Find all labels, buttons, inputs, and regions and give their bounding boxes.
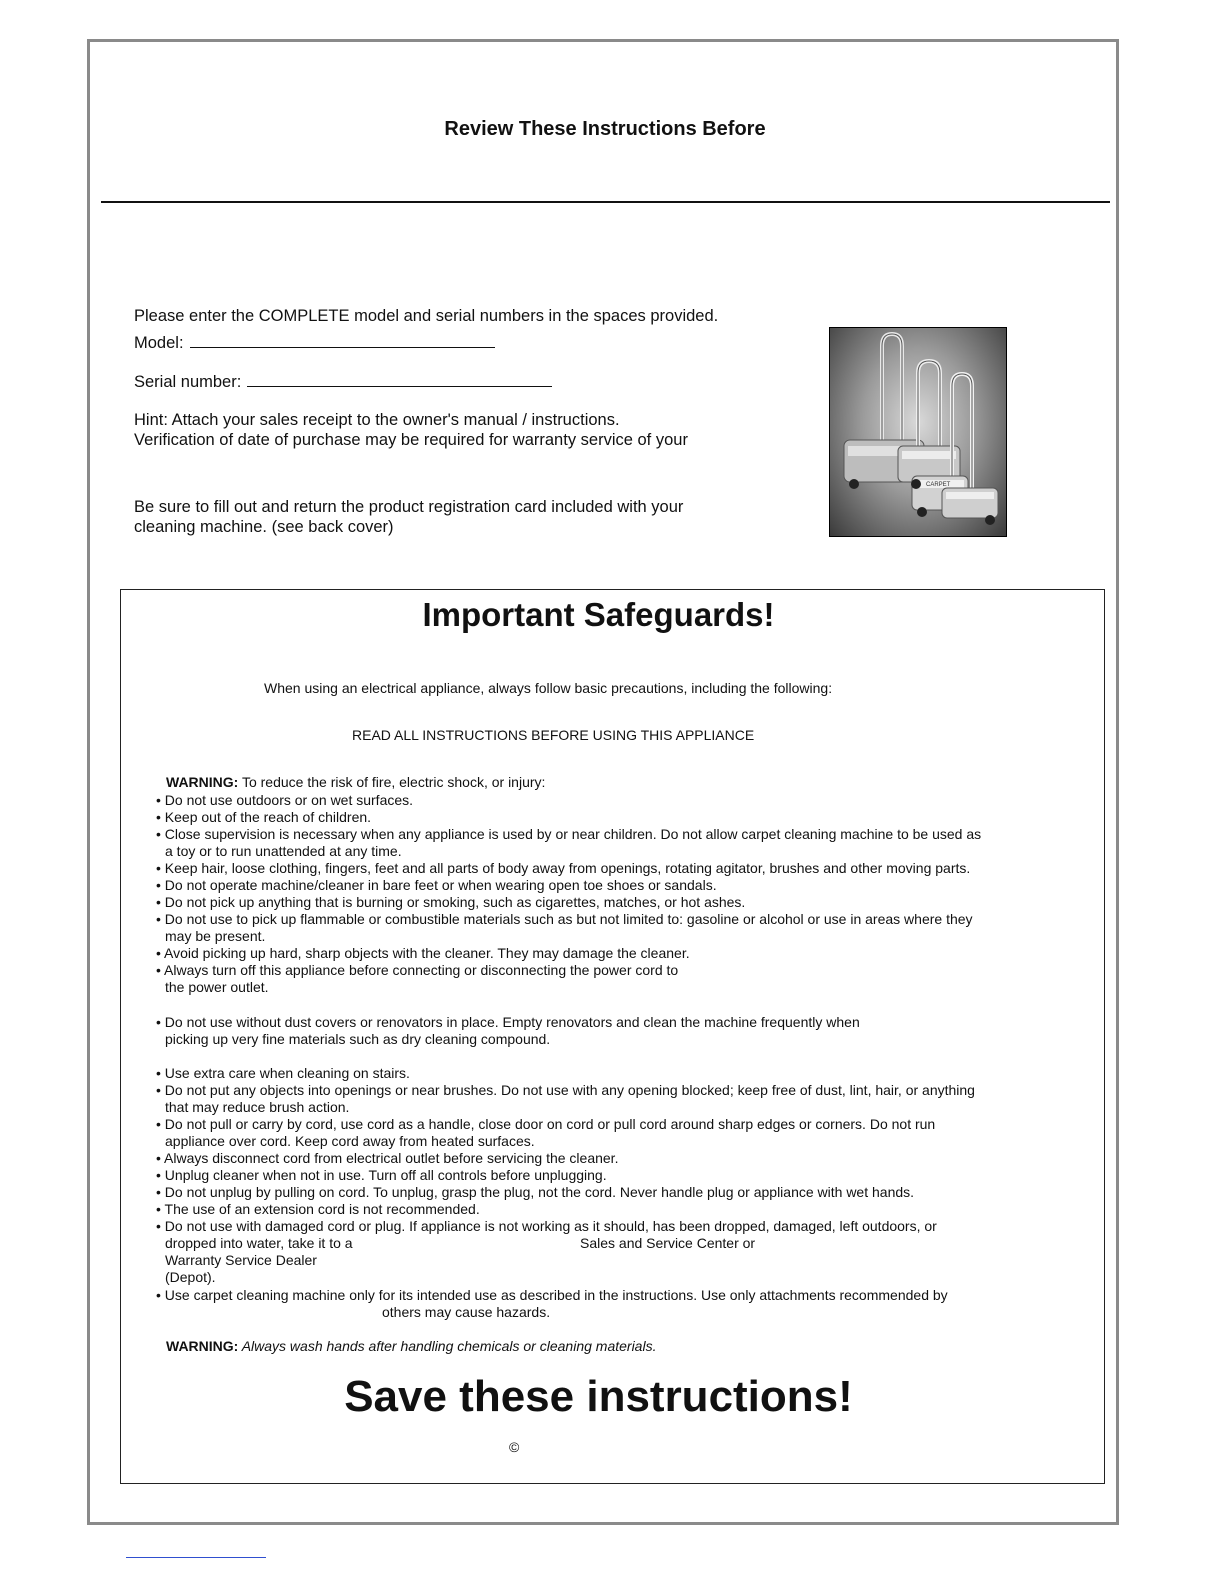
safeguard-bullet-cont: Warranty Service Dealer <box>165 1252 317 1268</box>
model-blank <box>190 333 495 348</box>
safeguard-bullet-cont: dropped into water, take it to a <box>165 1235 353 1251</box>
model-field <box>134 333 495 353</box>
safeguard-bullet: • Close supervision is necessary when any appliance is used by or near children. Do not allow carpet cleaning machine to be used as <box>156 826 982 842</box>
safeguard-bullet-cont: others may cause hazards. <box>382 1304 551 1320</box>
footer-link-underline[interactable] <box>126 1557 266 1558</box>
warning-text: To reduce the risk of fire, electric shock, or injury: <box>238 774 546 790</box>
serial-label: Serial number: <box>134 373 242 391</box>
review-instructions-title: Review These Instructions Before <box>444 118 766 140</box>
safeguard-bullet-cont: Sales and Service Center or <box>580 1235 756 1251</box>
hint-line-1: Hint: Attach your sales receipt to the owner's manual / instructions. <box>134 411 620 429</box>
safeguard-bullet-cont: picking up very fine materials such as dry cleaning compound. <box>165 1031 551 1047</box>
registration-line-2: cleaning machine. (see back cover) <box>134 518 394 536</box>
read-all-instructions: READ ALL INSTRUCTIONS BEFORE USING THIS APPLIANCE <box>352 727 755 743</box>
serial-field <box>134 372 552 392</box>
safeguard-bullet: • Do not use without dust covers or renovators in place. Empty renovators and clean the machine frequently when <box>156 1014 860 1030</box>
safeguard-bullet-cont: that may reduce brush action. <box>165 1099 350 1115</box>
hint-line-2: Verification of date of purchase may be required for warranty service of your <box>134 431 688 449</box>
safeguard-bullet: • Always turn off this appliance before connecting or disconnecting the power cord to <box>156 962 679 978</box>
save-instructions-title: Save these instructions! <box>344 1372 853 1421</box>
warning-label: WARNING: <box>166 1338 239 1354</box>
safeguard-bullet: • Always disconnect cord from electrical outlet before servicing the cleaner. <box>156 1150 619 1166</box>
safeguard-bullet: • Do not operate machine/cleaner in bare feet or when wearing open toe shoes or sandals. <box>156 877 717 893</box>
carpet-cleaning-machines-photo <box>829 327 1007 537</box>
safeguard-bullet: • Keep out of the reach of children. <box>156 809 372 825</box>
model-label: Model: <box>134 334 184 352</box>
registration-line-1: Be sure to fill out and return the product registration card included with your <box>134 498 684 516</box>
machines-illustration <box>830 328 1006 536</box>
safeguard-bullet: • Do not pull or carry by cord, use cord as a handle, close door on cord or pull cord around sharp edges or corners. Do not run <box>156 1116 936 1132</box>
svg-text:CARPET: CARPET <box>926 482 951 488</box>
copyright-symbol: © <box>509 1439 520 1455</box>
header-divider <box>101 201 1110 203</box>
warning-label: WARNING: <box>166 774 239 790</box>
safeguard-bullet: • Do not unplug by pulling on cord. To unplug, grasp the plug, not the cord. Never handle plug or appliance with wet hands. <box>156 1184 915 1200</box>
safeguard-bullet-cont: may be present. <box>165 928 266 944</box>
safeguard-bullet: • Avoid picking up hard, sharp objects with the cleaner. They may damage the cleaner. <box>156 945 690 961</box>
safeguard-bullet: • Keep hair, loose clothing, fingers, feet and all parts of body away from openings, rotating agitator, brushes and other moving parts. <box>156 860 971 876</box>
safeguard-bullet-cont: (Depot). <box>165 1269 216 1285</box>
safeguard-bullet-cont: a toy or to run unattended at any time. <box>165 843 402 859</box>
safeguard-bullet: • Do not use with damaged cord or plug. If appliance is not working as it should, has been dropped, damaged, left outdoors, or <box>156 1218 937 1234</box>
safeguards-intro: When using an electrical appliance, always follow basic precautions, including the following: <box>264 680 833 696</box>
safeguard-bullet: • Do not use outdoors or on wet surfaces. <box>156 792 414 808</box>
safeguard-bullet: • Do not put any objects into openings or near brushes. Do not use with any opening blocked; keep free of dust, lint, hair, or anything <box>156 1082 975 1098</box>
safeguards-title: Important Safeguards! <box>422 596 775 633</box>
enter-numbers-instruction: Please enter the COMPLETE model and serial numbers in the spaces provided. <box>134 307 719 325</box>
serial-blank <box>247 372 552 387</box>
safeguard-bullet: • Use carpet cleaning machine only for its intended use as described in the instructions. Use only attachments recommended by <box>156 1287 948 1303</box>
safeguard-bullet-cont: the power outlet. <box>165 979 269 995</box>
safeguard-bullet: • Do not pick up anything that is burning or smoking, such as cigarettes, matches, or hot ashes. <box>156 894 746 910</box>
warning-text: Always wash hands after handling chemicals or cleaning materials. <box>238 1338 657 1354</box>
safeguard-bullet: • Use extra care when cleaning on stairs. <box>156 1065 410 1081</box>
safeguard-bullet: • Unplug cleaner when not in use. Turn off all controls before unplugging. <box>156 1167 607 1183</box>
warning-wash-hands <box>166 1338 656 1354</box>
warning-fire-shock <box>166 774 545 790</box>
safeguard-bullet: • Do not use to pick up flammable or combustible materials such as but not limited to: gasoline or alcohol or use in areas where they <box>156 911 973 927</box>
safeguard-bullet-cont: appliance over cord. Keep cord away from heated surfaces. <box>165 1133 535 1149</box>
safeguard-bullet: • The use of an extension cord is not recommended. <box>156 1201 480 1217</box>
